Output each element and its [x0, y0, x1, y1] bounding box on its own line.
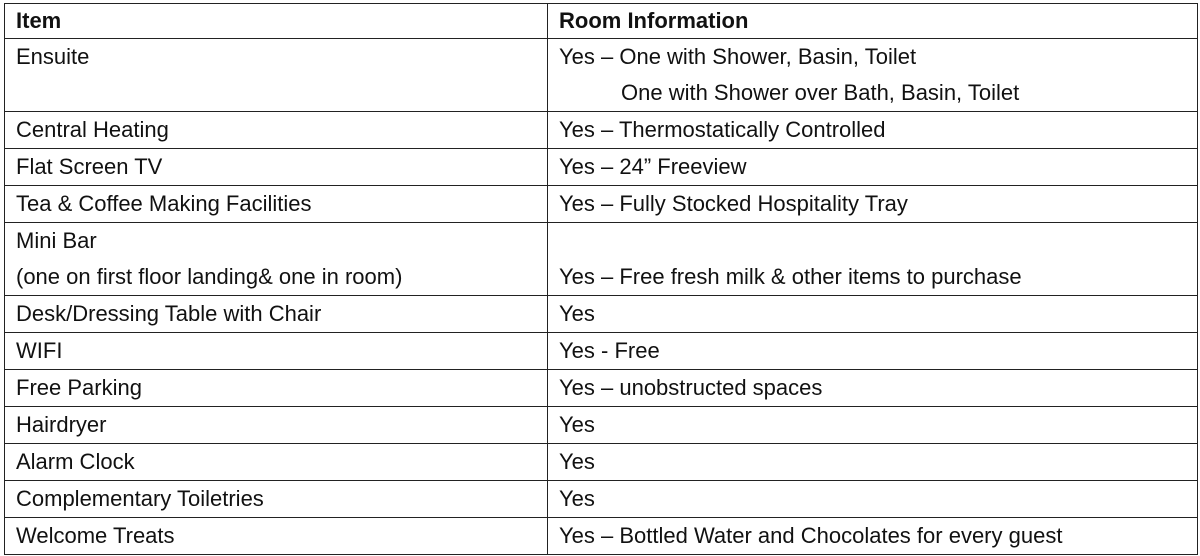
item-cell [5, 333, 548, 370]
room-information-table [4, 3, 1198, 555]
table-row [5, 223, 1198, 296]
info-cell [548, 370, 1198, 407]
table-row [5, 481, 1198, 518]
table-row [5, 39, 1198, 112]
table-row [5, 518, 1198, 555]
table-row [5, 444, 1198, 481]
info-text: Yes – One with Shower, Basin, Toilet [559, 44, 917, 69]
table-row [5, 149, 1198, 186]
item-text-continued: (one on first floor landing& one in room) [16, 264, 403, 289]
info-text: Yes [559, 449, 595, 474]
info-cell [548, 112, 1198, 149]
item-cell [5, 39, 548, 112]
item-cell [5, 370, 548, 407]
item-text: Welcome Treats [16, 523, 175, 548]
item-text: Desk/Dressing Table with Chair [16, 301, 322, 326]
item-cell [5, 223, 548, 296]
item-text: Flat Screen TV [16, 154, 163, 179]
item-cell [5, 481, 548, 518]
info-cell [548, 407, 1198, 444]
item-text: Ensuite [16, 44, 90, 69]
table-row [5, 112, 1198, 149]
info-text-continued: One with Shower over Bath, Basin, Toilet [621, 80, 1020, 105]
info-text: Yes [559, 486, 595, 511]
info-text: Yes [559, 412, 595, 437]
info-cell [548, 39, 1198, 112]
info-text: Yes – unobstructed spaces [559, 375, 823, 400]
info-cell [548, 333, 1198, 370]
item-text: Free Parking [16, 375, 142, 400]
table-row [5, 333, 1198, 370]
info-cell [548, 223, 1198, 296]
table-row [5, 370, 1198, 407]
info-text: Yes – 24” Freeview [559, 154, 747, 179]
item-text: Alarm Clock [16, 449, 135, 474]
table-row [5, 186, 1198, 223]
info-text: Yes [559, 301, 595, 326]
item-text: Complementary Toiletries [16, 486, 264, 511]
info-cell [548, 444, 1198, 481]
item-text: Hairdryer [16, 412, 107, 437]
item-cell [5, 407, 548, 444]
info-text: Yes - Free [559, 338, 660, 363]
info-cell [548, 149, 1198, 186]
info-cell [548, 481, 1198, 518]
item-cell [5, 112, 548, 149]
table-header-row [5, 4, 1198, 39]
item-text: Mini Bar [16, 228, 97, 253]
item-cell [5, 518, 548, 555]
info-text: Yes – Fully Stocked Hospitality Tray [559, 191, 908, 216]
info-cell [548, 518, 1198, 555]
item-cell [5, 149, 548, 186]
table-row [5, 296, 1198, 333]
info-cell [548, 186, 1198, 223]
item-column-header: Item [5, 4, 548, 39]
item-text: Central Heating [16, 117, 169, 142]
item-text: Tea & Coffee Making Facilities [16, 191, 312, 216]
info-text: Yes – Free fresh milk & other items to purchase [559, 264, 1022, 289]
item-cell [5, 186, 548, 223]
item-cell [5, 444, 548, 481]
info-text: Yes – Bottled Water and Chocolates for every guest [559, 523, 1063, 548]
table-row [5, 407, 1198, 444]
item-cell [5, 296, 548, 333]
info-cell [548, 296, 1198, 333]
room-information-column-header: Room Information [548, 4, 1198, 39]
item-text: WIFI [16, 338, 63, 363]
info-text: Yes – Thermostatically Controlled [559, 117, 886, 142]
